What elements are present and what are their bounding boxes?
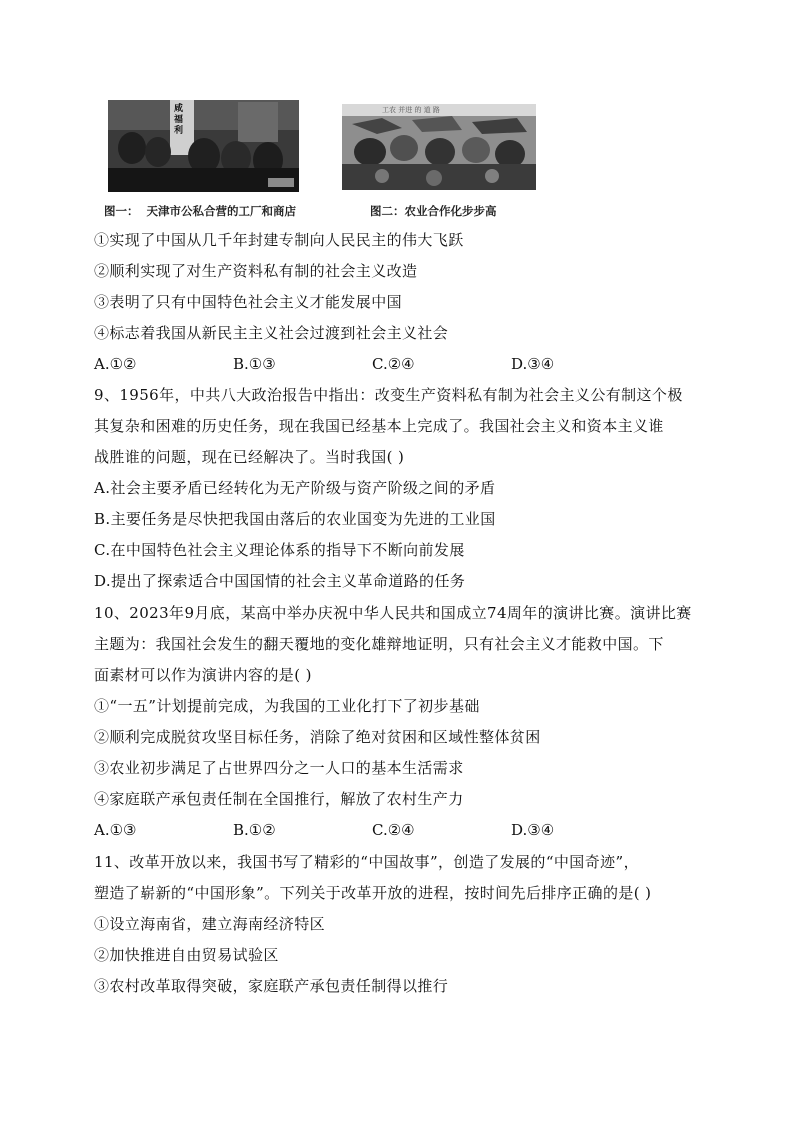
q10-option-a: A.①③ [94, 821, 137, 839]
q10-option-b: B.①② [233, 821, 276, 839]
figure-1-caption: 图一： 天津市公私合营的工厂和商店 [104, 204, 297, 218]
q9-option-b: B.主要任务是尽快把我国由落后的农业国变为先进的工业国 [94, 510, 496, 528]
q8-option-b: B.①③ [233, 355, 276, 373]
q8-statement-2: ②顺利实现了对生产资料私有制的社会主义改造 [94, 262, 418, 280]
figure-2-caption: 图二：农业合作化步步高 [370, 204, 497, 218]
q10-stem-line-1: 10、2023年9月底，某高中举办庆祝中华人民共和国成立74周年的演讲比赛。演讲比赛 [94, 604, 692, 622]
q9-option-c: C.在中国特色社会主义理论体系的指导下不断向前发展 [94, 541, 465, 559]
q8-statement-3: ③表明了只有中国特色社会主义才能发展中国 [94, 293, 403, 311]
q10-option-d: D.③④ [511, 821, 555, 839]
q8-option-d: D.③④ [511, 355, 555, 373]
q10-stem-line-2: 主题为：我国社会发生的翻天覆地的变化雄辩地证明，只有社会主义才能救中国。下 [94, 635, 664, 653]
q9-option-d: D.提出了探索适合中国国情的社会主义革命道路的任务 [94, 572, 466, 590]
q9-stem-line-2: 其复杂和困难的历史任务，现在我国已经基本上完成了。我国社会主义和资本主义谁 [94, 417, 664, 435]
q10-statement-4: ④家庭联产承包责任制在全国推行，解放了农村生产力 [94, 790, 464, 808]
figure-1-photo [108, 100, 299, 192]
q9-option-a: A.社会主要矛盾已经转化为无产阶级与资产阶级之间的矛盾 [94, 479, 496, 497]
q8-statement-4: ④标志着我国从新民主主义社会过渡到社会主义社会 [94, 324, 449, 342]
q8-option-a: A.①② [94, 355, 137, 373]
q10-stem-line-3: 面素材可以作为演讲内容的是( ) [94, 666, 312, 684]
q9-stem-line-3: 战胜谁的问题，现在已经解决了。当时我国( ) [94, 448, 405, 466]
q8-statement-1: ①实现了中国从几千年封建专制向人民民主的伟大飞跃 [94, 231, 464, 249]
q11-statement-1: ①设立海南省，建立海南经济特区 [94, 915, 326, 933]
q11-stem-line-2: 塑造了崭新的“中国形象”。下列关于改革开放的进程，按时间先后排序正确的是( ) [94, 884, 652, 902]
figure-1-illustration [108, 100, 299, 192]
figure-2-poster [342, 104, 536, 190]
q11-stem-line-1: 11、改革开放以来，我国书写了精彩的“中国故事”，创造了发展的“中国奇迹”， [94, 853, 639, 871]
q9-stem-line-1: 9、1956年，中共八大政治报告中指出：改变生产资料私有制为社会主义公有制这个极 [94, 386, 683, 404]
q10-option-c: C.②④ [372, 821, 415, 839]
q11-statement-3: ③农村改革取得突破，家庭联产承包责任制得以推行 [94, 977, 449, 995]
figure-1-sign: 咸 福 利 [174, 104, 184, 136]
q8-option-c: C.②④ [372, 355, 415, 373]
figure-2-banner: 工农 并进 的 道 路 [382, 106, 440, 114]
q11-statement-2: ②加快推进自由贸易试验区 [94, 946, 279, 964]
figure-2-illustration [342, 104, 536, 190]
q10-statement-3: ③农业初步满足了占世界四分之一人口的基本生活需求 [94, 759, 464, 777]
q10-statement-1: ①“一五”计划提前完成，为我国的工业化打下了初步基础 [94, 697, 480, 715]
q10-statement-2: ②顺利完成脱贫攻坚目标任务，消除了绝对贫困和区域性整体贫困 [94, 728, 541, 746]
